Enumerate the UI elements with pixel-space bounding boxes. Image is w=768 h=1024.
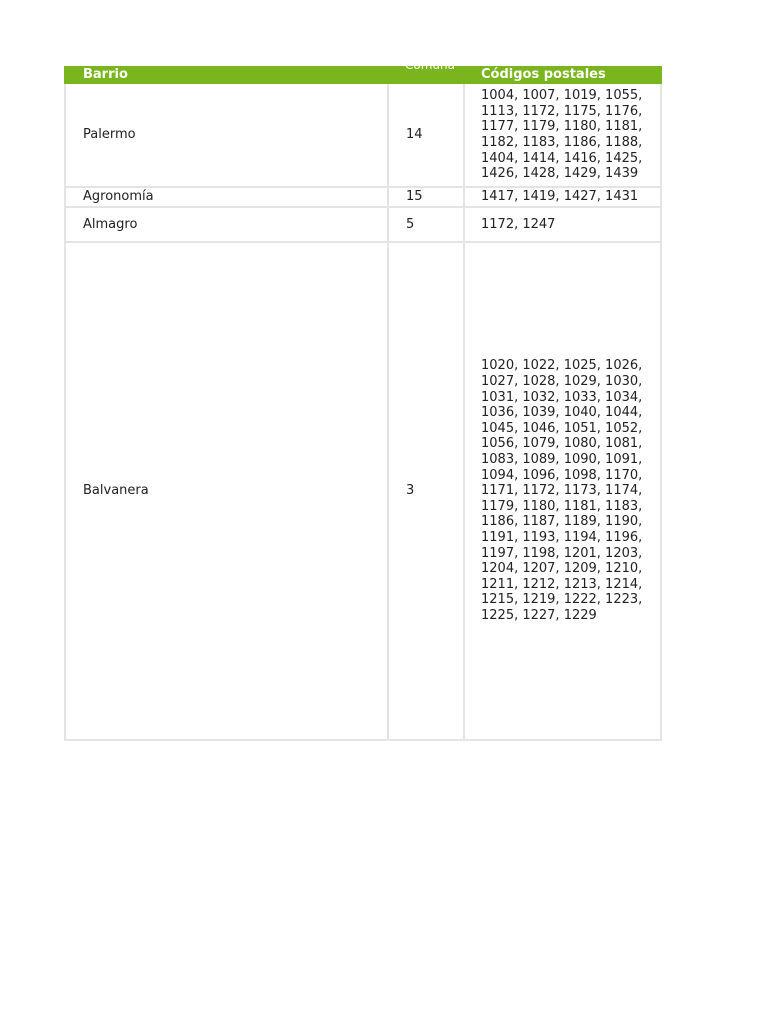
header-comuna: Comuna xyxy=(405,60,455,72)
postal-codes-table xyxy=(64,60,662,741)
cell-codigos: 1020, 1022, 1025, 1026, 1027, 1028, 1029, 1030, 1031, 1032, 1033, 1034, 1036, 1039, 1040, 1044, 1045, 1046, 1051, 1052, 1056, 1079, 1080, 1081, 1083, 1089, 1090, 1091, 1094, 1096, 1098, 1170, 1171, 1172, 1173, 1174, 1179, 1180, 1181, 1183, 1186, 1187, 1189, 1190, 1191, 1193, 1194, 1196, 1197, 1198, 1201, 1203, 1204, 1207, 1209, 1210, 1211, 1212, 1213, 1214, 1215, 1219, 1222, 1223, 1225, 1227, 1229 xyxy=(481,358,643,623)
cell-comuna: 14 xyxy=(406,127,423,143)
table-row xyxy=(64,208,662,243)
cell-codigos: 1417, 1419, 1427, 1431 xyxy=(481,189,639,205)
cell-barrio: Balvanera xyxy=(83,483,149,499)
cell-comuna: 15 xyxy=(406,189,423,205)
cell-codigos: 1172, 1247 xyxy=(481,216,556,232)
cell-barrio: Almagro xyxy=(83,216,138,232)
cell-comuna: 5 xyxy=(406,216,415,232)
table-header xyxy=(64,60,662,84)
cell-codigos: 1004, 1007, 1019, 1055, 1113, 1172, 1175, 1176, 1177, 1179, 1180, 1181, 1182, 1183, 1186, 1188, 1404, 1414, 1416, 1425, 1426, 1428, 1429, 1439 xyxy=(481,88,643,182)
cell-barrio: Palermo xyxy=(83,127,136,143)
header-codigos-postales: Códigos postales xyxy=(481,67,606,82)
table-row xyxy=(64,243,662,741)
table-row xyxy=(64,188,662,208)
cell-comuna: 3 xyxy=(406,483,415,499)
table-row xyxy=(64,84,662,188)
header-barrio: Barrio xyxy=(83,67,128,82)
cell-barrio: Agronomía xyxy=(83,189,154,205)
